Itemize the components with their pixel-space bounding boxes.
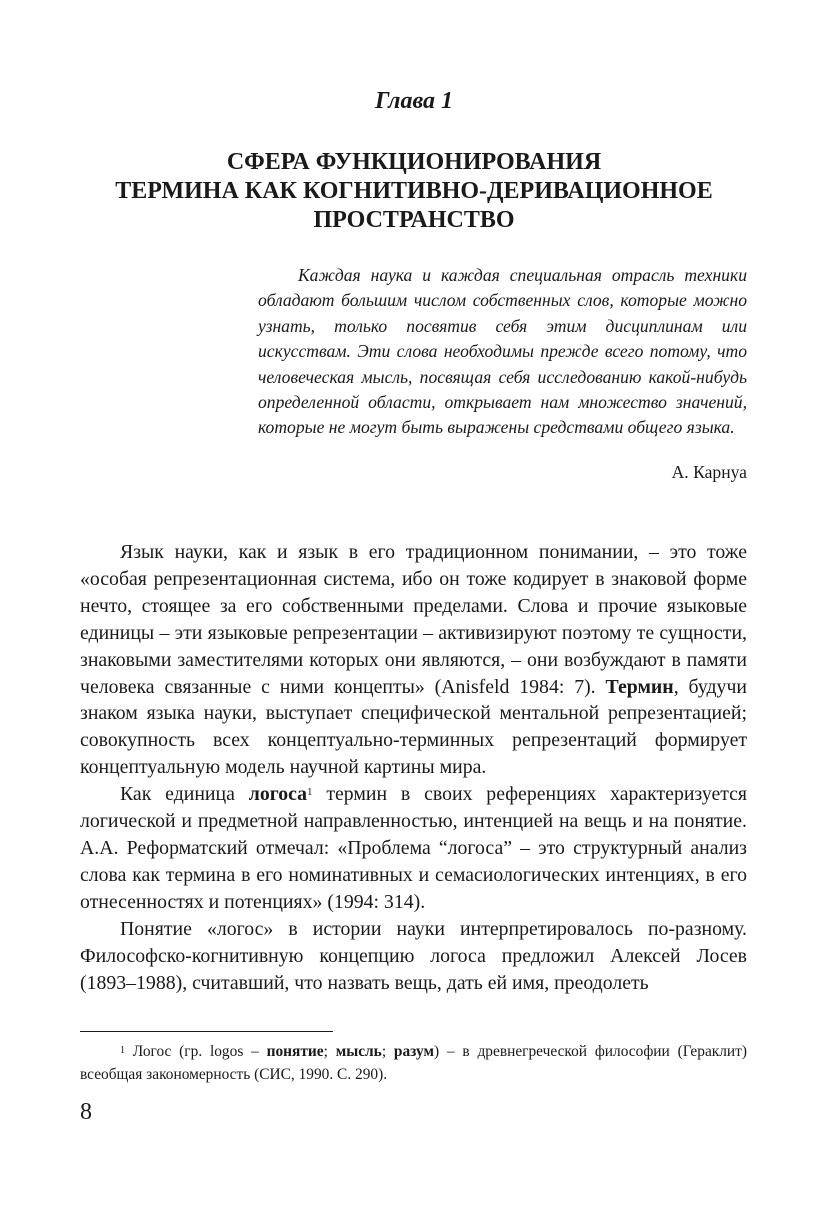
main-text	[80, 539, 747, 996]
bold-term: логоса	[248, 783, 308, 806]
chapter-title-line: СФЕРА ФУНКЦИОНИРОВАНИЯ	[226, 149, 602, 175]
page-number: 8	[80, 1099, 92, 1125]
paragraph-text: Язык науки, как и язык в его традиционном понимании, – это тоже «особая репрезентационная система, ибо он тоже кодирует в знаковой форме нечто, стоящее за его собственными пределами. Слова и прочие языковые единицы – эти языковые репрезентации – активизируют поэтому те сущности, знаковыми заместителями которых они являются, – они возбуждают в памяти человека связанные с ними концепты» (Anisfeld 1984: 7).	[80, 541, 747, 698]
footnote-bold: разум	[393, 1043, 434, 1060]
chapter-title-line: ТЕРМИНА КАК КОГНИТИВНО-ДЕРИВАЦИОННОЕ	[115, 178, 713, 204]
paragraph	[80, 781, 747, 916]
footnote-bold: мысль	[335, 1043, 382, 1060]
paragraph-text: , будучи знаком языка науки, выступает специфической ментальной репрезентацией; совокупность всех концептуально-терминных репрезентаций формирует концептуальную модель научной картины мира.	[80, 675, 747, 779]
footnote-text: Логос (гр. logos –	[125, 1043, 267, 1060]
paragraph-text: Как единица	[120, 783, 249, 806]
footnote	[80, 1040, 747, 1086]
paragraph-text: термин в своих референциях характеризуется логической и предметной направленностью, интенцией на вещь и на понятие. А.А. Реформатский отмечал: «Проблема “логоса” – это структурный анализ слова как термина в его номинативных и семасиологических интенциях, в его отнесенностях и потенциях» (1994: 314).	[80, 783, 747, 913]
chapter-label: Глава 1	[374, 88, 454, 114]
paragraph-text: Понятие «логос» в истории науки интерпретировалось по-разному. Философско-когнитивную концепцию логоса предложил Алексей Лосев (1893–1988), считавший, что назвать вещь, дать ей имя, преодолеть	[80, 917, 747, 994]
epigraph-author: А. Карнуа	[671, 462, 747, 482]
footnote-text: ;	[381, 1043, 394, 1060]
chapter-title	[0, 148, 828, 235]
footnote-text: ) – в древнегреческой философии (Гераклит) всеобщая закономерность (СИС, 1990. С. 290).	[80, 1043, 748, 1083]
bold-term: Термин	[605, 675, 674, 698]
footnote-bold: понятие	[266, 1043, 324, 1060]
paragraph	[80, 916, 747, 997]
footnote-text: ;	[323, 1043, 336, 1060]
paragraph	[80, 539, 747, 781]
footnote-reference[interactable]: 1	[307, 786, 313, 799]
epigraph: Каждая наука и каждая специальная отрасль техники обладают большим числом собственных слов, которые можно узнать, только посвятив себя этим дисциплинам или искусствам. Эти слова необходимы прежде всего потому, что человеческая мысль, посвящая себя исследованию какой-нибудь определенной области, открывает нам множество значений, которые не могут быть выражены средствами общего языка.	[258, 265, 747, 438]
chapter-title-line: ПРОСТРАНСТВО	[313, 207, 515, 233]
footnote-mark: 1	[120, 1045, 125, 1056]
footnote-divider	[80, 1031, 333, 1032]
